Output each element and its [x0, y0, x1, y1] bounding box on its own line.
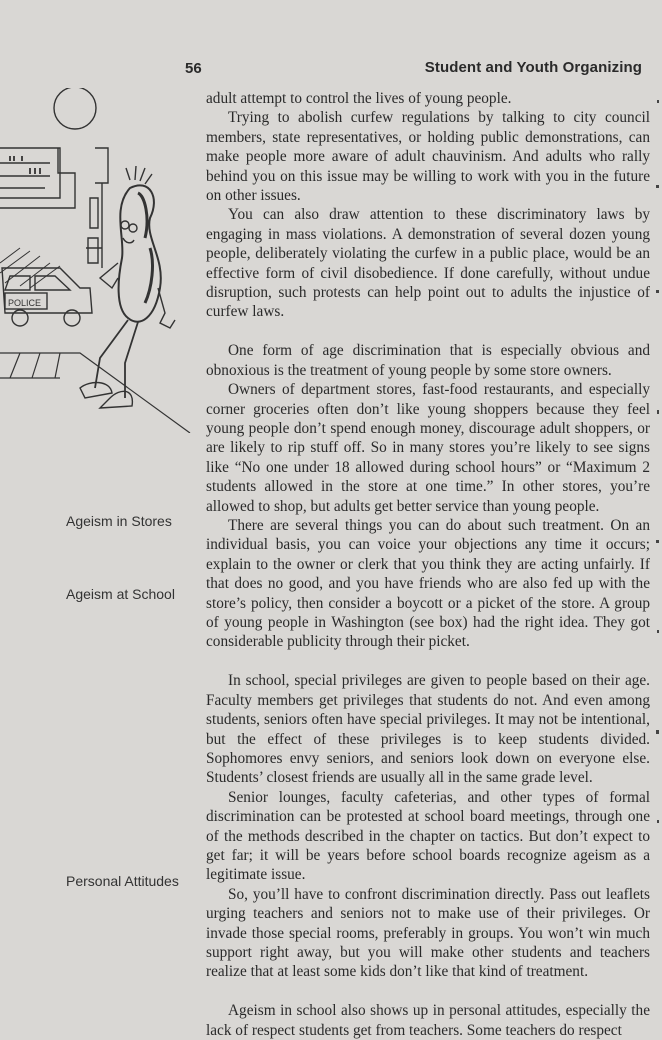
- paragraph: In school, special privileges are given to people based on their age. Faculty members get privileges that students do not. And even among students, seniors often have special privileges. It may not be intentional, but the effect of these privileges is to keep students divided. Sophomores envy seniors, and seniors look down on everyone else. Students’ closest friends are usually all in the same grade level.: [206, 672, 650, 787]
- paragraph: You can also draw attention to these discriminatory laws by engaging in mass violations. A demonstration of several dozen young people, deliberately violating the curfew in a public place, would be an effective form of civil disobedience. If done carefully, without undue disruption, such protests can help point out to adults the injustice of curfew laws.: [206, 206, 650, 321]
- side-heading-personal: Personal Attitudes: [66, 873, 179, 889]
- page-number: 56: [185, 60, 202, 77]
- paragraph: Trying to abolish curfew regulations by talking to city council members, state representatives, or holding public demonstrations, can make people more aware of adult chauvinism. And adults who rally behind you on this issue may be willing to work with you in the future on other issues.: [206, 109, 650, 205]
- side-heading-stores: Ageism in Stores: [66, 513, 172, 529]
- paragraph: Senior lounges, faculty cafeterias, and other types of formal discrimination can be protested at school board meetings, through one of the methods described in the chapter on tactics. But don’t expect to get far; it will be years before school boards recognize ageism as a legitimate issue.: [206, 788, 650, 884]
- running-head: Student and Youth Organizing: [424, 59, 642, 76]
- paragraph: So, you’ll have to confront discrimination directly. Pass out leaflets urging teachers and seniors not to make use of their privileges. Or invade those special rooms, preferably in groups. You won’t win much support right away, but you will make other students and teachers realize that at least some kids don’t like that kind of treatment.: [206, 885, 650, 981]
- paragraph: Owners of department stores, fast-food restaurants, and especially corner groceries often don’t like young shoppers because they feel young people don’t spend enough money, discourage adult shoppers, or are likely to rip stuff off. So in many stores you’re likely to see signs like “No one under 18 allowed during school hours” or “Maximum 2 students allowed in the store at one time.” In other stores, you’re allowed to shop, but adults get better service than young people.: [206, 381, 650, 515]
- paragraph: adult attempt to control the lives of young people.: [206, 90, 512, 107]
- body-text: [206, 89, 650, 1040]
- paragraph: One form of age discrimination that is especially obvious and obnoxious is the treatment of young people by some store owners.: [206, 342, 650, 379]
- paragraph: There are several things you can do about such treatment. On an individual basis, you can voice your objections any time it occurs; explain to the owner or clerk that you think they are acting unfairly. If that does no good, and you have friends who are also fed up with the store’s policy, then consider a boycott or a picket of the store. A group of young people in Washington (see box) had the right idea. They got considerable publicity through their picket.: [206, 517, 650, 651]
- paragraph: Ageism in school also shows up in personal attitudes, especially the lack of respect students get from teachers. Some teachers do respect: [206, 1002, 650, 1039]
- police-sign-text: POLICE: [8, 298, 42, 308]
- scan-edge-marks: [654, 90, 662, 890]
- cartoon-person-police-car-illustration: [0, 88, 195, 433]
- side-heading-school: Ageism at School: [66, 586, 175, 602]
